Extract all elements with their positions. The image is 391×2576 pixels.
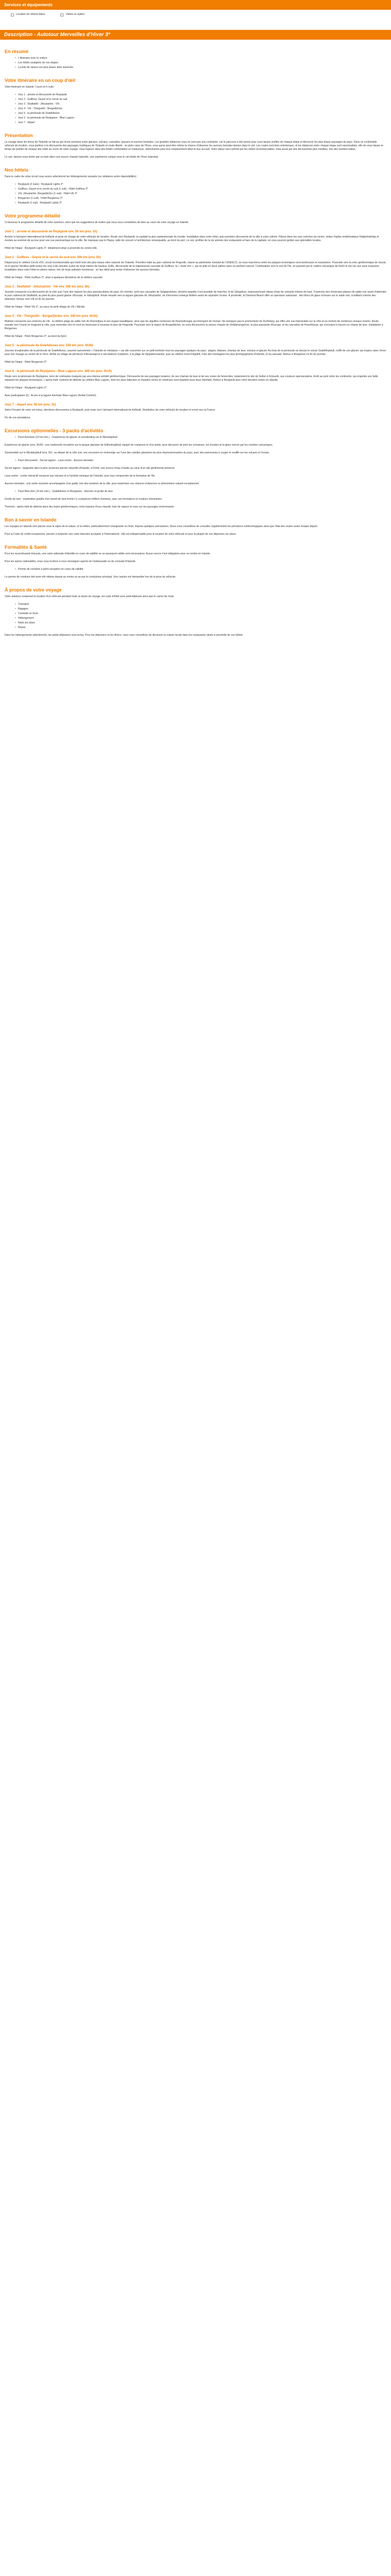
service-item [60, 13, 85, 16]
service-item [11, 13, 45, 16]
paragraph: Avec participation (€) : Accès à la lagune thermale Blue Lagoon (forfait Comfort). [5, 394, 97, 397]
section-heading: Formalités & Santé [5, 545, 47, 550]
list-item: • Jour 5 : la péninsule de Snæfellsnes [15, 112, 386, 115]
services-list [5, 10, 386, 22]
bullet-list [15, 93, 386, 125]
paragraph: Le voyage dans les terres de l'Islande se fait au gré d'une aventure entre glaciers, volcans, cascades, geysers et aurores boréales. Les grandes distances vous ne sont pas une contrainte, car le parcours a été pensé pour vous laisser profiter de chaque étape et découvrir les plus beaux paysages du pays. Dans un confortable véhicule de location, vous partirez à la découverte des paysages mythiques de l'Islande en toute liberté : en plein cœur de l'hiver, vous aurez peut-être même la chance d'observer les aurores boréales danser dans le ciel. Les routes sont bien entretenues, et les distances entre chaque étape sont raisonnables, afin de vous laisser le temps de profiter de chaque site visité au cours de votre voyage. Vous logerez dans des hôtels confortables et chaleureux, sélectionnés pour leur emplacement idéal et leur accueil. Votre séjour sera rythmé par les visites incontournables, mais aussi par des découvertes plus insolites, loin des sentiers battus. [5, 141, 383, 151]
paragraph: Lava centre : centre interactif consacré aux volcans et à l'activité sismique de l'Islande, pour tout comprendre de la formation de l'île. [5, 474, 156, 478]
bullet-list [15, 57, 386, 70]
description-title: Description - Autotour Merveilles d'Hiver 3* [4, 32, 110, 38]
paragraph: Route vers la péninsule de Reykjanes, terre de contrastes marquée par une intense activité géothermique. Découverte de ses paysages lunaires, de ses champs de lave et de ses zones de fumerolles, notamment le site de Seltún à Krýsuvík, aux couleurs spectaculaires. Arrêt au pont entre les continents, qui enjambe une faille séparant les plaques tectoniques. L'après-midi, moment de détente au célèbre Blue Lagoon, dont les eaux laiteuses et chaudes riches en minéraux sont réputées pour leurs bienfaits. Retour à Reykjavik pour votre dernière soirée en Islande. [5, 375, 378, 382]
paragraph: Thermes : après-midi de détente dans des bains géothermiques, entre bassins d'eau chaude, bain de vapeur et vues sur les paysages environnants. [5, 505, 175, 509]
section-heading: Excursions optionnelles - 3 packs d'activités [5, 428, 104, 433]
day-heading: Jour 3 : Skaftafell - Jökulsárlón - Vík env. 395 km (env. 6h) [5, 285, 90, 289]
paragraph: Arrivée à l'aéroport international de Keflavik et prise en charge de votre véhicule de location. Route vers Reykjavik, la capitale la plus septentrionale du monde. Installation dans votre hôtel, puis première découverte de la ville à votre rythme. Flânez dans les rues colorées du centre, visitez l'église emblématique Hallgrímskirkja et montez au sommet de sa tour pour une vue panoramique sur la ville. Ne manquez pas le Harpa, salle de concert à l'architecture remarquable, au bord du port. Le soir, profitez de la vie animée des restaurants et bars de la capitale, où vous pourrez goûter aux spécialités locales. [5, 235, 379, 242]
paragraph: Secret lagoon : baignade dans la plus ancienne piscine naturelle d'Islande, à Flúðir, une source d'eau chaude au cœur d'un site géothermal préservé. [5, 467, 175, 470]
day-heading: Jour 7 : départ env. 50 km (env. 1h) [5, 403, 56, 406]
paragraph: Les voyages en Islande sont placés sous le signe de la nature, et la météo, particulièrement changeante en hiver, impose quelques précautions. Nous vous conseillons de consulter régulièrement les prévisions météorologiques ainsi que l'état des routes avant chaque départ. [5, 525, 318, 528]
list-item: • Pack Bien-être (10 km min.) : Snæfellsnes et Reykjanes - thermes et grotte de lave [15, 490, 386, 494]
list-item: • Reykjavik (1 nuit) : Reykjavik Lights 3* [15, 201, 386, 205]
paragraph: Départ pour le célèbre Cercle d'Or, circuit incontournable qui réunit trois des plus beaux sites naturels de l'Islande. Première halte au parc national de Þingvellir, classé au patrimoine mondial de l'UNESCO, où vous marcherez entre les plaques tectoniques nord-américaine et eurasienne. Poursuite vers la zone géothermique de Geysir, où le geyser Strokkur jaillit toutes les cinq à dix minutes à plus de vingt mètres de hauteur. Enfin, découverte de la majestueuse cascade de Gullfoss, la « chute d'or », qui se jette en deux paliers dans un profond canyon. Continuation vers le sud de l'île, en passant par le cratère volcanique de Kerið et son lac aux eaux turquoise. Installation dans votre hôtel en pleine nature, loin de toute pollution lumineuse : un lieu idéal pour tenter d'observer les aurores boréales. [5, 261, 386, 272]
list-item: • Bagages [15, 607, 386, 611]
list-item: • Permis de conduire à point européen en cours de validité [15, 568, 386, 571]
list-item: • Hébergement [15, 617, 386, 620]
paragraph: Le permis de conduire doit avoir été obtenu depuis au moins un an par le conducteur principal. Une caution est demandée lors de la prise du véhicule. [5, 575, 176, 579]
service-label: Visites en option [66, 13, 85, 16]
list-item: • Conduite en hiver [15, 612, 386, 616]
list-item: • Les hôtels soulignés de vos étapes [15, 61, 386, 65]
paragraph: Selon l'horaire de votre vol retour, dernières découvertes à Reykjavik, puis route vers l'aéroport international de Keflavik. Restitution de votre véhicule de location et envol vers la France. [5, 409, 216, 412]
paragraph: Pour la Carte de crédit européenne, pensez à emporter une carte bancaire acceptée à l'international : elle est indispensable pour la location de votre véhicule et pour la plupart de vos dépenses sur place. [5, 533, 237, 536]
list-item: • Jour 6 : la péninsule de Reykjanes - Blue Lagoon [15, 116, 386, 120]
bullet-list [15, 459, 386, 463]
paragraph: Hôtel de l'étape : Hótel Borgarnes 3*, au bord du fjord. [5, 335, 67, 338]
section-heading: En résumé [5, 49, 29, 54]
paragraph: Aurores boréales : une sortie nocturne accompagnée d'un guide, loin des lumières de la ville, pour maximiser vos chances d'observer ce phénomène naturel exceptionnel. [5, 482, 200, 485]
paragraph: Matinée consacrée aux environs de Vík : la célèbre plage de sable noir de Reynisfjara et ses orgues basaltiques, ainsi que les aiguilles rocheuses de Reynisdrangar qui émergent de l'océan. Ne manquez pas le promontoire de Dyrhólaey, qui offre une vue imprenable sur la côte et où nichent de nombreux oiseaux marins. Route ensuite vers l'ouest en longeant la côte, puis remontée vers le nord en traversant à nouveau le parc de Þingvellir. Poursuite vers la région de Borgarfjörður, où vous découvrirez la source chaude de Deildartunguhver, la plus puissante d'Europe, et les cascades de Hraunfossar, qui s'écoulent à travers un champ de lave. Installation à Borgarnes. [5, 320, 383, 330]
paragraph: Pour les autres nationalités, nous vous invitons à vous renseigner auprès de l'ambassade ou du consulat d'Islande. [5, 560, 136, 563]
list-item: • Jour 1 : arrivée et découverte de Reykjavik [15, 93, 386, 97]
list-item: • Reykjavik (2 nuits) : Reykjavik Lights 3* [15, 183, 386, 187]
paragraph: Journée consacrée à la découverte de la côte sud, l'une des régions les plus spectaculaires du pays. En chemin, arrêt aux cascades de Seljalandsfoss, derrière laquelle il est possible de marcher, et de Skógafoss, impressionnant rideau d'eau de soixante mètres de haut. Traversée des immenses plaines de sable noir avant d'atteindre le parc national de Skaftafell, au pied du plus grand glacier d'Europe, le Vatnajökull. Route ensuite vers la lagune glaciaire de Jökulsárlón, où d'énormes icebergs flottent avant de rejoindre l'océan. À proximité, la Diamond Beach offre un spectacle saisissant : des blocs de glace échoués sur le sable noir, scintillant comme des diamants. Retour vers Vík en fin de journée. [5, 291, 386, 301]
paragraph: Dans le cadre de votre circuit nous avons sélectionné les hébergements suivants (ou similaires selon disponibilités) : [5, 175, 138, 178]
paragraph: Expérience du glacier (env. 2h30) : une randonnée encadrée sur la langue glaciaire de Sólheimajökull, équipé de crampons et d'un piolet, pour découvrir de près les crevasses, les moulins et la glace noircie par les cendres volcaniques. [5, 444, 273, 447]
list-item: • Jour 2 : Gullfoss, Geysir et le cercle du sud [15, 98, 386, 101]
service-label: Location de vélos/e-bikes [16, 13, 45, 16]
paragraph: Hôtel de l'étape : Reykjavik Lights 3*, idéalement situé à proximité du centre-ville. [5, 247, 97, 250]
paragraph: Ci-dessous le programme détaillé de votre aventure, ainsi que les suggestions de visites que nous vous conseillons de faire au cours de votre voyage en Islande. [5, 221, 189, 224]
services-title: Services et équipements [4, 3, 53, 7]
paragraph: Votre autotour comprend la location d'un véhicule pendant toute la durée du voyage, les nuits d'hôtel avec petit-déjeuner ainsi que le carnet de route. [5, 595, 175, 598]
section-heading: Bon à savoir en Islande [5, 517, 57, 522]
paragraph: Fin de nos prestations. [5, 416, 31, 419]
list-item: • Jour 7 : départ [15, 121, 386, 125]
list-item: • Nuits sur place [15, 621, 386, 625]
day-heading: Jour 2 : Gullfoss - Geysir et le cercle du sud env. 300 km (env. 5h) [5, 256, 101, 259]
day-heading: Jour 6 : la péninsule de Reykjanes - Blue Lagoon env. 189 km (env. 3h15) [5, 370, 112, 373]
section-heading: Votre programme détaillé [5, 213, 60, 218]
bullet-list [15, 568, 386, 571]
visits-icon [60, 13, 63, 16]
paragraph: Dans les hébergements sélectionnés, les petits-déjeuners sont inclus. Pour les déjeuners et les dîners, nous vous conseillons de découvrir la cuisine locale dans les restaurants situés à proximité de vos hôtels. [5, 634, 243, 637]
paragraph: Snowmobile sur le Mýrdalsjökull (env. 3h) : au départ de la côte sud, une excursion en motoneige sur l'une des calottes glaciaires les plus impressionnantes du pays, avec des panoramas à couper le souffle sur les volcans et l'océan. [5, 451, 270, 454]
day-heading: Jour 4 : Vík - Thingvellir - Borgarfjörður env. 340 km (env. 5h30) [5, 315, 98, 318]
paragraph: Hôtel de l'étape : Hótel Vík 3*, au cœur du petit village de Vík í Mýrdal. [5, 306, 86, 309]
day-heading: Jour 5 : la péninsule de Snæfellsnes env. 330 km (env. 5h30) [5, 344, 93, 347]
day-heading: Jour 1 : arrivée et découverte de Reykjavik env. 50 km (env. 1h) [5, 230, 97, 233]
bullet-list [15, 603, 386, 630]
bullet-list [15, 436, 386, 439]
section-heading: Présentation [5, 133, 33, 138]
description-header [0, 30, 391, 40]
bike-icon [11, 13, 14, 16]
paragraph: Grotte de lave : exploration guidée d'un tunnel de lave formé il y a plusieurs milliers d'années, avec ses formations et couleurs étonnantes. [5, 498, 162, 501]
section-heading: À propos de votre voyage [5, 587, 62, 592]
description-content [5, 49, 386, 637]
list-item: • Pack Découverte : Secret lagoon - Lava centre - Aurores boréales [15, 459, 386, 463]
paragraph: Pour les ressortissants français, une carte nationale d'identité en cours de validité ou un passeport valide sont nécessaires. Aucun vaccin n'est obligatoire pour se rendre en Islande. [5, 552, 211, 555]
list-item: • Transport [15, 603, 386, 606]
list-item: • Repas [15, 626, 386, 630]
list-item: • Jour 3 : Skaftafell - Jökulsárlón - Vík [15, 103, 386, 106]
section-heading: Votre itinéraire en un coup d'œil [5, 78, 75, 83]
bullet-list [15, 183, 386, 205]
paragraph: Le soir, laissez-vous tenter par un bain dans une source chaude naturelle, une expérience unique sous le ciel étoilé de l'hiver islandais. [5, 156, 159, 159]
list-item: • L'itinéraire avec le voiture [15, 57, 386, 60]
paragraph: Hôtel de l'étape : Hótel Gullfoss 3*, situé à quelques kilomètres de la célèbre cascade. [5, 276, 103, 279]
list-item: • Gullfoss, Geysir et le cercle du sud (1 nuit) : Hótel Gullfoss 3* [15, 188, 386, 191]
paragraph: Votre itinéraire en Islande 7 jours et 6 nuits : [5, 86, 55, 89]
paragraph: Hôtel de l'étape : Hótel Borgarnes 3*. [5, 361, 47, 364]
list-item: • Borgarnes (1 nuit) : Hótel Borgarnes 3* [15, 197, 386, 200]
section-heading: Nos hôtels [5, 167, 29, 173]
paragraph: Hôtel de l'étape : Reykjavik Lights 3*. [5, 386, 47, 389]
bullet-list [15, 490, 386, 494]
services-header [0, 0, 391, 10]
paragraph: Journée d'exploration de la péninsule de Snæfellsnes, souvent surnommée « l'Islande en miniature » car elle concentre sur un petit territoire tous les paysages typiques du pays : plages, falaises, champs de lave, volcans et glacier. Au bout de la péninsule se dresse le volcan Snæfellsjökull, coiffé de son glacier, qui inspira Jules Verne pour son Voyage au centre de la Terre. Arrêts au village de pêcheurs d'Arnarstapi et à ses falaises sculptées, à la plage de Djúpalónssandur, puis au célèbre mont Kirkjufell, l'une des montagnes les plus photographiées d'Islande, et sa cascade. Retour à Borgarnes en fin de journée. [5, 349, 386, 356]
list-item: • Vík, Jökulsárlón, Borgarfjörður (1 nuit) : Hótel Vík 3* [15, 192, 386, 196]
list-item: • Jour 4 : Vík - Thingvellir - Borgarfjörður [15, 107, 386, 111]
list-item: • Pack Aventure (10 km min.) : l'expérience du glacier et snowboding sur le Mýrdalsjökull [15, 436, 386, 439]
list-item: • La liste de saison vos plus beaux sites traversés [15, 66, 386, 70]
